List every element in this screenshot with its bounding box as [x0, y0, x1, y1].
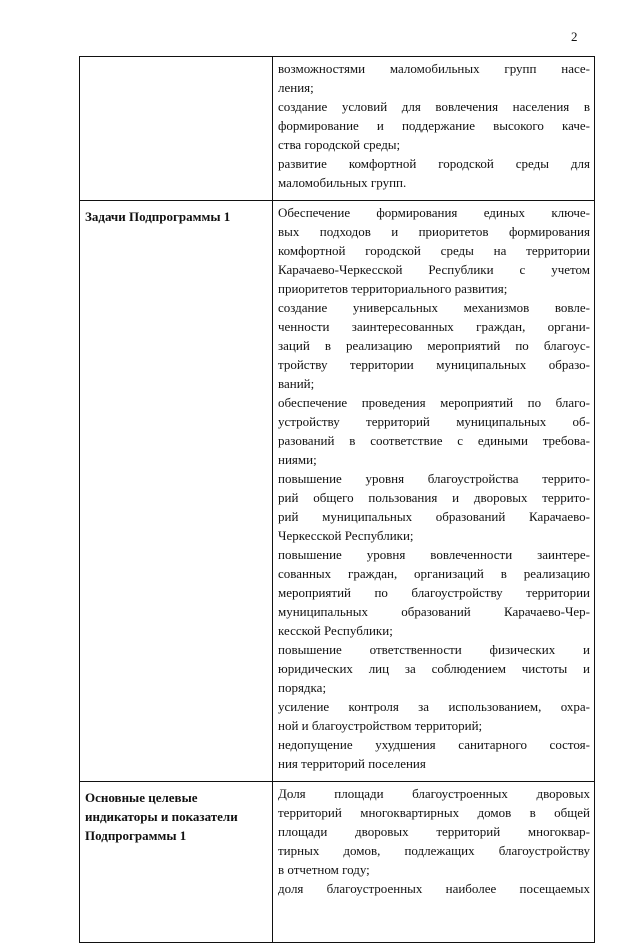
text-line: повышение уровня вовлеченности заинтере-	[278, 547, 590, 562]
text-line: ченности заинтересованных граждан, органи-	[278, 319, 590, 334]
text-line: Черкесской Республики;	[278, 528, 414, 543]
text-line: площади дворовых территорий многоквар-	[278, 824, 590, 839]
text-line: создание универсальных механизмов вовле-	[278, 300, 590, 315]
text-line: ства городской среды;	[278, 137, 401, 152]
table-row	[80, 201, 595, 782]
text-line: комфортной городской среды на территории	[278, 243, 590, 258]
row-label-tasks: Задачи Подпрограммы 1	[80, 201, 273, 782]
label-line: Основные целевые	[85, 790, 198, 805]
row-content-cell	[273, 201, 595, 782]
row-label-cell-empty	[80, 57, 273, 201]
text-line: заций в реализацию мероприятий по благоус-	[278, 338, 590, 353]
text-line: рий муниципальных образований Карачаево-	[278, 509, 590, 524]
text-line: ваний;	[278, 376, 315, 391]
text-line: ния территорий поселения	[278, 756, 426, 771]
text-line: повышение ответственности физических и	[278, 642, 590, 657]
text-line: рий общего пользования и дворовых террито-	[278, 490, 590, 505]
text-line: юридических лиц за соблюдением чистоты и	[278, 661, 590, 676]
text-line: недопущение ухудшения санитарного состоя-	[278, 737, 590, 752]
text-line: усиление контроля за использованием, охра-	[278, 699, 590, 714]
text-line: Обеспечение формирования единых ключе-	[278, 205, 590, 220]
table-row	[80, 782, 595, 943]
text-line: приоритетов территориального развития;	[278, 281, 508, 296]
text-line: порядка;	[278, 680, 327, 695]
text-line: территорий многоквартирных домов в общей	[278, 805, 590, 820]
text-line: тирных домов, подлежащих благоустройству	[278, 843, 590, 858]
text-line: маломобильных групп.	[278, 175, 407, 190]
text-line: устройству территорий муниципальных об-	[278, 414, 590, 429]
text-line: сованных граждан, организаций в реализацию	[278, 566, 590, 581]
text-line: формирование и поддержание высокого каче-	[278, 118, 590, 133]
text-line: повышение уровня благоустройства террито-	[278, 471, 590, 486]
table-row	[80, 57, 595, 201]
text-line: Карачаево-Черкесской Республики с учетом	[278, 262, 590, 277]
text-line: кесской Республики;	[278, 623, 393, 638]
text-line: развитие комфортной городской среды для	[278, 156, 590, 171]
text-line: Доля площади благоустроенных дворовых	[278, 786, 590, 801]
text-line: муниципальных образований Карачаево-Чер-	[278, 604, 590, 619]
row-content-cell	[273, 782, 595, 943]
text-line: мероприятий по благоустройству территории	[278, 585, 590, 600]
text-line: обеспечение проведения мероприятий по благо-	[278, 395, 590, 410]
row-content-cell	[273, 57, 595, 201]
text-line: ниями;	[278, 452, 317, 467]
label-line: Подпрограммы 1	[85, 828, 187, 843]
text-line: доля благоустроенных наиболее посещаемых	[278, 881, 590, 896]
text-line: ления;	[278, 80, 314, 95]
text-line: в отчетном году;	[278, 862, 370, 877]
text-line: тройству территории муниципальных образо-	[278, 357, 590, 372]
text-line: вых подходов и приоритетов формирования	[278, 224, 590, 239]
row-label-indicators	[80, 782, 273, 943]
text-line: ной и благоустройством территорий;	[278, 718, 483, 733]
text-line: разований в соответствие с едиными требова-	[278, 433, 590, 448]
label-line: индикаторы и показатели	[85, 809, 238, 824]
subprogram-passport-table	[79, 56, 595, 943]
page-number: 2	[571, 29, 578, 44]
text-line: возможностями маломобильных групп насе-	[278, 61, 590, 76]
text-line: создание условий для вовлечения населения в	[278, 99, 590, 114]
